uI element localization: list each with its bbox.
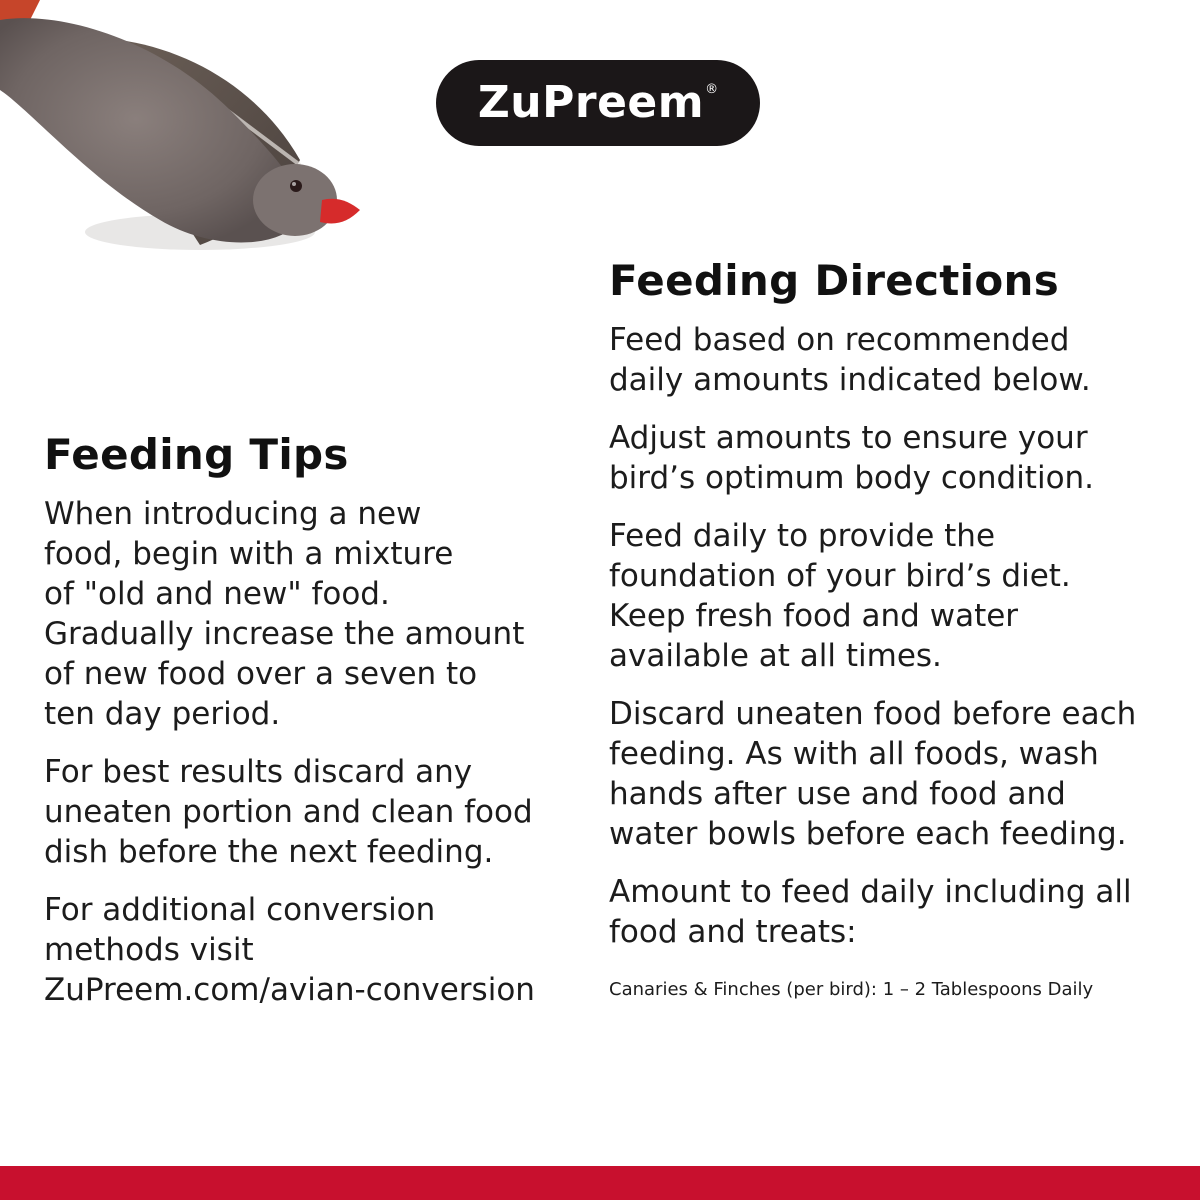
feeding-direction-paragraph: Discard uneaten food before each feeding. As with all foods, wash hands after use and food and water bowls before each feeding. (609, 696, 1137, 852)
feeding-direction-paragraph: Amount to feed daily including all food and treats: (609, 874, 1132, 950)
feeding-tip-paragraph: For additional conversion methods visit ZuPreem.com/avian-conversion (44, 892, 535, 1008)
feeding-tips-heading: Feeding Tips (44, 430, 349, 479)
feeding-tips-section (44, 430, 574, 1028)
feeding-directions-heading: Feeding Directions (609, 256, 1059, 305)
feeding-tip-paragraph: When introducing a new food, begin with a mixture of "old and new" food. Gradually increase the amount of new food over a seven to ten day period. (44, 496, 525, 732)
feeding-tip-paragraph: For best results discard any uneaten portion and clean food dish before the next feeding. (44, 754, 533, 870)
daily-amount-line: Canaries & Finches (per bird): 1 – 2 Tablespoons Daily (609, 979, 1094, 1000)
feeding-direction-paragraph: Feed daily to provide the foundation of your bird’s diet. Keep fresh food and water available at all times. (609, 518, 1071, 674)
bottom-accent-bar (0, 1166, 1200, 1200)
feeding-directions-section (609, 256, 1189, 1002)
feeding-direction-paragraph: Adjust amounts to ensure your bird’s optimum body condition. (609, 420, 1095, 496)
feeding-direction-paragraph: Feed based on recommended daily amounts indicated below. (609, 322, 1091, 398)
finch-bird-icon (0, 0, 380, 280)
brand-logo (436, 60, 760, 146)
registered-mark: ® (705, 81, 719, 97)
logo-text: ZuPreem (477, 77, 705, 128)
